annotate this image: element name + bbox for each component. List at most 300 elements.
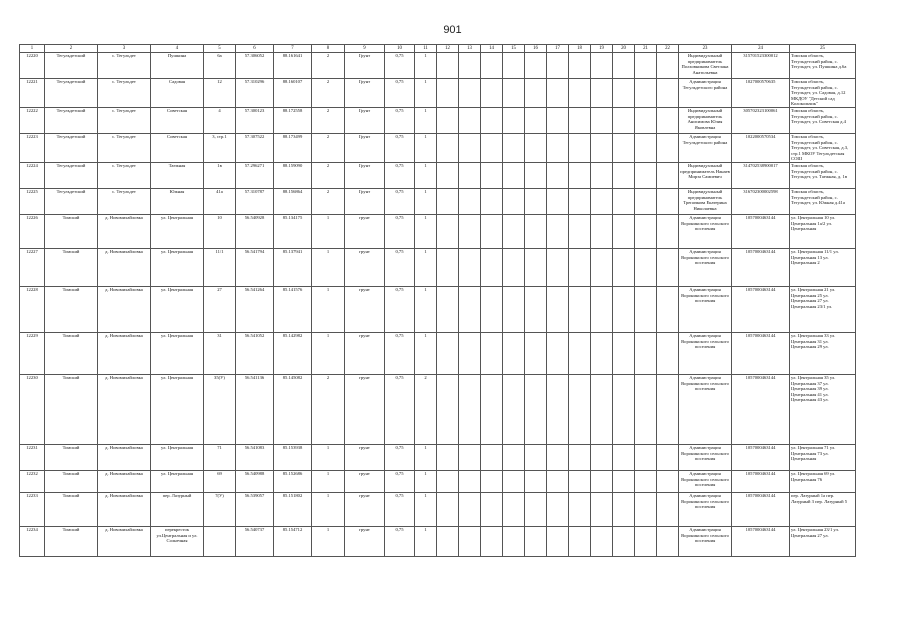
cell-empty bbox=[569, 374, 591, 444]
cell-owner: Администрация Воронинского сельского поселения bbox=[679, 286, 732, 332]
cell-empty bbox=[591, 286, 613, 332]
cell-empty bbox=[503, 107, 525, 133]
cell-address: ул. Центральная 69 ул. Центральная 76 bbox=[790, 470, 856, 492]
cell-bins: 1 bbox=[415, 53, 437, 79]
cell-empty bbox=[481, 470, 503, 492]
cell-owner: Администрация Воронинского сельского поселения bbox=[679, 248, 732, 286]
cell-empty bbox=[635, 133, 657, 162]
cell-inn: 314702538900017 bbox=[732, 162, 790, 188]
cell-empty bbox=[503, 162, 525, 188]
cell-address: ул. Центральная 35 ул. Центральная 37 ул. Центральная 39 ул. Центральная 41 ул. Центральная 43 ул. bbox=[790, 374, 856, 444]
column-header: 6 bbox=[236, 45, 274, 53]
cell-district: Томский bbox=[45, 248, 98, 286]
cell-empty bbox=[657, 526, 679, 556]
column-header: 15 bbox=[503, 45, 525, 53]
cell-empty bbox=[657, 248, 679, 286]
cell-empty bbox=[591, 492, 613, 526]
cell-surface: Грунт bbox=[345, 133, 385, 162]
cell-empty bbox=[613, 79, 635, 108]
cell-empty bbox=[437, 470, 459, 492]
cell-house bbox=[204, 526, 236, 556]
cell-empty bbox=[591, 526, 613, 556]
cell-empty bbox=[657, 470, 679, 492]
cell-street: пер. Лазурный bbox=[151, 492, 204, 526]
cell-owner: Индивидуальный предприниматель Нанаев Мирза Самиевич bbox=[679, 162, 732, 188]
cell-house: 7(У) bbox=[204, 492, 236, 526]
cell-lat: 57.310787 bbox=[236, 188, 274, 214]
column-header: 12 bbox=[437, 45, 459, 53]
cell-district: Томский bbox=[45, 286, 98, 332]
cell-house: 1в bbox=[204, 162, 236, 188]
cell-inn: 1057000463144 bbox=[732, 286, 790, 332]
cell-bins: 2 bbox=[415, 374, 437, 444]
cell-settlement: с. Тегульдет bbox=[98, 188, 151, 214]
cell-id: 12222 bbox=[20, 107, 45, 133]
cell-empty bbox=[503, 53, 525, 79]
cell-owner: Администрация Воронинского сельского поселения bbox=[679, 332, 732, 374]
column-header: 21 bbox=[635, 45, 657, 53]
column-header: 19 bbox=[591, 45, 613, 53]
cell-empty bbox=[459, 53, 481, 79]
cell-empty bbox=[437, 79, 459, 108]
cell-surface: Грунт bbox=[345, 188, 385, 214]
column-header: 23 bbox=[679, 45, 732, 53]
cell-address: ул. Центральная 33 ул. Центральная 31 ул. Центральная 29 ул. bbox=[790, 332, 856, 374]
cell-empty bbox=[635, 444, 657, 470]
cell-n: 2 bbox=[312, 79, 345, 108]
cell-lat: 56.541083 bbox=[236, 444, 274, 470]
cell-surface: Грунт bbox=[345, 79, 385, 108]
column-header: 18 bbox=[569, 45, 591, 53]
cell-owner: Индивидуальный предприниматель Трепачкова Екатерина Николаевна bbox=[679, 188, 732, 214]
cell-id: 12233 bbox=[20, 492, 45, 526]
cell-id: 12221 bbox=[20, 79, 45, 108]
cell-empty bbox=[613, 133, 635, 162]
cell-n: 1 bbox=[312, 470, 345, 492]
cell-empty bbox=[591, 79, 613, 108]
cell-empty bbox=[591, 133, 613, 162]
cell-empty bbox=[635, 332, 657, 374]
cell-empty bbox=[525, 188, 547, 214]
column-header: 1 bbox=[20, 45, 45, 53]
cell-district: Тегульдетский bbox=[45, 162, 98, 188]
cell-empty bbox=[657, 374, 679, 444]
table-row bbox=[20, 162, 856, 188]
cell-address: Томская область, Тегульдетский район, с. Тегульдет, ул. Пушкина д.6а bbox=[790, 53, 856, 79]
cell-empty bbox=[547, 133, 569, 162]
cell-lon: 85.137941 bbox=[274, 248, 312, 286]
cell-empty bbox=[569, 248, 591, 286]
cell-settlement: с. Тегульдет bbox=[98, 53, 151, 79]
cell-lat: 57.307522 bbox=[236, 133, 274, 162]
table-row bbox=[20, 53, 856, 79]
cell-district: Томский bbox=[45, 332, 98, 374]
page-number: 901 bbox=[443, 24, 462, 36]
cell-lat: 57.310296 bbox=[236, 79, 274, 108]
cell-n: 1 bbox=[312, 492, 345, 526]
column-header: 8 bbox=[312, 45, 345, 53]
cell-area: 0,75 bbox=[385, 444, 415, 470]
cell-inn: 1057000463144 bbox=[732, 492, 790, 526]
cell-surface: грунт bbox=[345, 492, 385, 526]
cell-inn: 1057000463144 bbox=[732, 470, 790, 492]
cell-empty bbox=[569, 162, 591, 188]
cell-street: ул. Центральная bbox=[151, 444, 204, 470]
cell-empty bbox=[459, 470, 481, 492]
cell-empty bbox=[459, 79, 481, 108]
cell-empty bbox=[547, 444, 569, 470]
cell-empty bbox=[525, 332, 547, 374]
cell-empty bbox=[569, 444, 591, 470]
cell-area: 0,75 bbox=[385, 107, 415, 133]
cell-surface: грунт bbox=[345, 444, 385, 470]
cell-bins: 1 bbox=[415, 133, 437, 162]
cell-house: 10 bbox=[204, 214, 236, 248]
cell-lat: 56.539057 bbox=[236, 492, 274, 526]
cell-empty bbox=[613, 526, 635, 556]
cell-owner: Администрация Воронинского сельского поселения bbox=[679, 492, 732, 526]
table-row bbox=[20, 526, 856, 556]
table-row bbox=[20, 444, 856, 470]
cell-settlement: с. Тегульдет bbox=[98, 107, 151, 133]
cell-empty bbox=[503, 248, 525, 286]
cell-district: Тегульдетский bbox=[45, 107, 98, 133]
cell-empty bbox=[591, 214, 613, 248]
cell-empty bbox=[525, 470, 547, 492]
cell-area: 0,75 bbox=[385, 133, 415, 162]
cell-empty bbox=[437, 214, 459, 248]
cell-lon: 88.173499 bbox=[274, 133, 312, 162]
cell-surface: грунт bbox=[345, 332, 385, 374]
cell-lon: 85.152686 bbox=[274, 470, 312, 492]
cell-empty bbox=[437, 332, 459, 374]
cell-address: Томская область, Тегульдетский район, с. Тегульдет, ул. Советская д.4 bbox=[790, 107, 856, 133]
cell-lon: 88.160107 bbox=[274, 79, 312, 108]
table-row bbox=[20, 107, 856, 133]
cell-empty bbox=[613, 248, 635, 286]
cell-empty bbox=[591, 470, 613, 492]
cell-id: 12229 bbox=[20, 332, 45, 374]
cell-settlement: с. Тегульдет bbox=[98, 79, 151, 108]
header-row bbox=[20, 45, 856, 53]
cell-area: 0,75 bbox=[385, 248, 415, 286]
table-row bbox=[20, 214, 856, 248]
cell-inn: 1057000463144 bbox=[732, 332, 790, 374]
cell-surface: Грунт bbox=[345, 53, 385, 79]
cell-empty bbox=[547, 248, 569, 286]
cell-street: ул. Центральная bbox=[151, 374, 204, 444]
cell-empty bbox=[437, 374, 459, 444]
cell-owner: Администрация Воронинского сельского поселения bbox=[679, 526, 732, 556]
cell-empty bbox=[525, 492, 547, 526]
cell-n: 1 bbox=[312, 332, 345, 374]
cell-empty bbox=[459, 162, 481, 188]
cell-surface: Грунт bbox=[345, 162, 385, 188]
cell-surface: грунт bbox=[345, 374, 385, 444]
cell-area: 0,75 bbox=[385, 79, 415, 108]
cell-house: 35(У) bbox=[204, 374, 236, 444]
cell-bins: 1 bbox=[415, 214, 437, 248]
cell-street: ул. Центральная bbox=[151, 332, 204, 374]
cell-empty bbox=[459, 188, 481, 214]
cell-id: 12231 bbox=[20, 444, 45, 470]
cell-empty bbox=[547, 374, 569, 444]
cell-empty bbox=[437, 53, 459, 79]
cell-bins: 1 bbox=[415, 526, 437, 556]
cell-lat: 56.541052 bbox=[236, 332, 274, 374]
cell-district: Томский bbox=[45, 444, 98, 470]
cell-empty bbox=[481, 188, 503, 214]
cell-empty bbox=[437, 286, 459, 332]
column-header: 22 bbox=[657, 45, 679, 53]
cell-empty bbox=[547, 162, 569, 188]
cell-empty bbox=[547, 332, 569, 374]
cell-empty bbox=[459, 248, 481, 286]
cell-district: Томский bbox=[45, 526, 98, 556]
cell-district: Томский bbox=[45, 470, 98, 492]
cell-area: 0,75 bbox=[385, 492, 415, 526]
cell-owner: Администрация Воронинского сельского поселения bbox=[679, 214, 732, 248]
cell-lon: 85.141576 bbox=[274, 286, 312, 332]
cell-empty bbox=[503, 526, 525, 556]
cell-empty bbox=[635, 248, 657, 286]
cell-inn: 1057000463144 bbox=[732, 444, 790, 470]
cell-area: 0,75 bbox=[385, 374, 415, 444]
cell-empty bbox=[525, 444, 547, 470]
cell-empty bbox=[481, 332, 503, 374]
table-row bbox=[20, 133, 856, 162]
cell-empty bbox=[547, 107, 569, 133]
cell-address: Томская область, Тегульдетский район, с. Тегульдет, ул. Южная д.41а bbox=[790, 188, 856, 214]
cell-empty bbox=[503, 332, 525, 374]
cell-bins: 1 bbox=[415, 107, 437, 133]
cell-n: 2 bbox=[312, 374, 345, 444]
cell-area: 0,75 bbox=[385, 188, 415, 214]
cell-address: Томская область, Тегульдетский район, с. Тегульдет, ул. Советская, д.3, стр.1 МКОУ Тегульдетская СОШ bbox=[790, 133, 856, 162]
cell-empty bbox=[459, 444, 481, 470]
cell-empty bbox=[437, 248, 459, 286]
cell-empty bbox=[569, 492, 591, 526]
cell-district: Тегульдетский bbox=[45, 133, 98, 162]
cell-empty bbox=[459, 133, 481, 162]
cell-empty bbox=[481, 492, 503, 526]
cell-empty bbox=[437, 526, 459, 556]
column-header: 9 bbox=[345, 45, 385, 53]
cell-empty bbox=[503, 286, 525, 332]
cell-inn: 305702323100061 bbox=[732, 107, 790, 133]
cell-bins: 1 bbox=[415, 162, 437, 188]
cell-empty bbox=[459, 332, 481, 374]
cell-empty bbox=[437, 133, 459, 162]
cell-empty bbox=[437, 492, 459, 526]
cell-settlement: д. Новомихайловка bbox=[98, 286, 151, 332]
cell-id: 12234 bbox=[20, 526, 45, 556]
column-header: 2 bbox=[45, 45, 98, 53]
cell-empty bbox=[525, 107, 547, 133]
cell-lon: 85.134175 bbox=[274, 214, 312, 248]
cell-settlement: с. Тегульдет bbox=[98, 133, 151, 162]
cell-empty bbox=[525, 286, 547, 332]
cell-area: 0,75 bbox=[385, 53, 415, 79]
cell-empty bbox=[613, 332, 635, 374]
cell-n: 2 bbox=[312, 133, 345, 162]
cell-empty bbox=[635, 53, 657, 79]
cell-empty bbox=[437, 162, 459, 188]
cell-empty bbox=[459, 214, 481, 248]
cell-district: Тегульдетский bbox=[45, 79, 98, 108]
cell-empty bbox=[437, 444, 459, 470]
cell-area: 0,75 bbox=[385, 526, 415, 556]
cell-street: Пушкина bbox=[151, 53, 204, 79]
cell-bins: 1 bbox=[415, 79, 437, 108]
cell-house: 3, стр.1 bbox=[204, 133, 236, 162]
cell-lat: 56.541794 bbox=[236, 248, 274, 286]
cell-empty bbox=[591, 332, 613, 374]
cell-id: 12220 bbox=[20, 53, 45, 79]
cell-empty bbox=[503, 133, 525, 162]
column-header: 25 bbox=[790, 45, 856, 53]
cell-empty bbox=[657, 79, 679, 108]
cell-settlement: д. Новомихайловка bbox=[98, 492, 151, 526]
cell-empty bbox=[481, 133, 503, 162]
cell-empty bbox=[547, 526, 569, 556]
cell-lat: 57.306052 bbox=[236, 53, 274, 79]
cell-id: 12223 bbox=[20, 133, 45, 162]
cell-lat: 57.296271 bbox=[236, 162, 274, 188]
cell-inn: 1057000463144 bbox=[732, 526, 790, 556]
cell-owner: Администрация Воронинского сельского поселения bbox=[679, 444, 732, 470]
cell-lon: 85.153938 bbox=[274, 444, 312, 470]
cell-id: 12230 bbox=[20, 374, 45, 444]
cell-empty bbox=[525, 133, 547, 162]
cell-settlement: д. Новомихайловка bbox=[98, 526, 151, 556]
cell-surface: грунт bbox=[345, 248, 385, 286]
cell-empty bbox=[569, 188, 591, 214]
cell-settlement: д. Новомихайловка bbox=[98, 470, 151, 492]
cell-empty bbox=[503, 444, 525, 470]
cell-empty bbox=[591, 188, 613, 214]
cell-empty bbox=[569, 332, 591, 374]
cell-empty bbox=[569, 470, 591, 492]
cell-empty bbox=[503, 79, 525, 108]
cell-empty bbox=[613, 492, 635, 526]
cell-settlement: д. Новомихайловка bbox=[98, 444, 151, 470]
cell-bins: 1 bbox=[415, 444, 437, 470]
column-header: 13 bbox=[459, 45, 481, 53]
cell-n: 2 bbox=[312, 188, 345, 214]
cell-empty bbox=[613, 470, 635, 492]
cell-area: 0,75 bbox=[385, 286, 415, 332]
cell-empty bbox=[591, 107, 613, 133]
cell-empty bbox=[547, 492, 569, 526]
cell-empty bbox=[481, 374, 503, 444]
cell-empty bbox=[481, 79, 503, 108]
cell-empty bbox=[635, 470, 657, 492]
cell-empty bbox=[481, 162, 503, 188]
cell-house: 6а bbox=[204, 53, 236, 79]
cell-empty bbox=[481, 248, 503, 286]
cell-house: 31 bbox=[204, 332, 236, 374]
cell-street: перекресток ул.Центральная и ул. Солнечная bbox=[151, 526, 204, 556]
cell-empty bbox=[657, 332, 679, 374]
table-row bbox=[20, 470, 856, 492]
cell-empty bbox=[657, 53, 679, 79]
cell-empty bbox=[481, 286, 503, 332]
cell-empty bbox=[525, 374, 547, 444]
cell-owner: Администрация Тегульдетского района bbox=[679, 79, 732, 108]
cell-empty bbox=[635, 374, 657, 444]
cell-empty bbox=[657, 188, 679, 214]
cell-empty bbox=[525, 214, 547, 248]
cell-empty bbox=[613, 444, 635, 470]
cell-empty bbox=[657, 492, 679, 526]
cell-street: ул. Центральная bbox=[151, 470, 204, 492]
cell-address: ул. Центральная 23/1 ул. Центральная 27 ул. bbox=[790, 526, 856, 556]
cell-empty bbox=[503, 492, 525, 526]
cell-lon: 88.172558 bbox=[274, 107, 312, 133]
cell-empty bbox=[613, 53, 635, 79]
cell-empty bbox=[503, 470, 525, 492]
cell-bins: 1 bbox=[415, 248, 437, 286]
cell-id: 12227 bbox=[20, 248, 45, 286]
cell-empty bbox=[613, 374, 635, 444]
cell-street: Советская bbox=[151, 107, 204, 133]
cell-empty bbox=[635, 162, 657, 188]
cell-empty bbox=[613, 286, 635, 332]
cell-empty bbox=[591, 374, 613, 444]
table-row bbox=[20, 286, 856, 332]
registry-table bbox=[19, 44, 856, 557]
cell-lat: 57.300123 bbox=[236, 107, 274, 133]
cell-empty bbox=[657, 133, 679, 162]
cell-empty bbox=[569, 214, 591, 248]
cell-empty bbox=[635, 107, 657, 133]
cell-lat: 56.541264 bbox=[236, 286, 274, 332]
cell-empty bbox=[613, 188, 635, 214]
cell-settlement: д. Новомихайловка bbox=[98, 332, 151, 374]
cell-district: Томский bbox=[45, 374, 98, 444]
cell-n: 1 bbox=[312, 286, 345, 332]
cell-inn: 315701523300012 bbox=[732, 53, 790, 79]
cell-empty bbox=[613, 107, 635, 133]
cell-bins: 1 bbox=[415, 492, 437, 526]
column-header: 3 bbox=[98, 45, 151, 53]
column-header: 4 bbox=[151, 45, 204, 53]
column-header: 14 bbox=[481, 45, 503, 53]
cell-empty bbox=[591, 248, 613, 286]
cell-surface: грунт bbox=[345, 214, 385, 248]
cell-empty bbox=[503, 214, 525, 248]
cell-settlement: д. Новомихайловка bbox=[98, 374, 151, 444]
cell-empty bbox=[635, 526, 657, 556]
cell-empty bbox=[525, 79, 547, 108]
table-row bbox=[20, 79, 856, 108]
cell-empty bbox=[503, 374, 525, 444]
cell-empty bbox=[459, 107, 481, 133]
cell-id: 12226 bbox=[20, 214, 45, 248]
cell-area: 0,75 bbox=[385, 214, 415, 248]
cell-address: ул. Центральная 10 ул. Центральная 1а/2 ул. Центральная bbox=[790, 214, 856, 248]
cell-street: ул. Центральная bbox=[151, 248, 204, 286]
cell-area: 0,75 bbox=[385, 162, 415, 188]
column-header: 7 bbox=[274, 45, 312, 53]
cell-inn: 1027000570635 bbox=[732, 79, 790, 108]
cell-empty bbox=[547, 470, 569, 492]
cell-street: ул. Центральная bbox=[151, 286, 204, 332]
cell-lat: 56.540737 bbox=[236, 526, 274, 556]
column-header: 5 bbox=[204, 45, 236, 53]
cell-street: Таежная bbox=[151, 162, 204, 188]
